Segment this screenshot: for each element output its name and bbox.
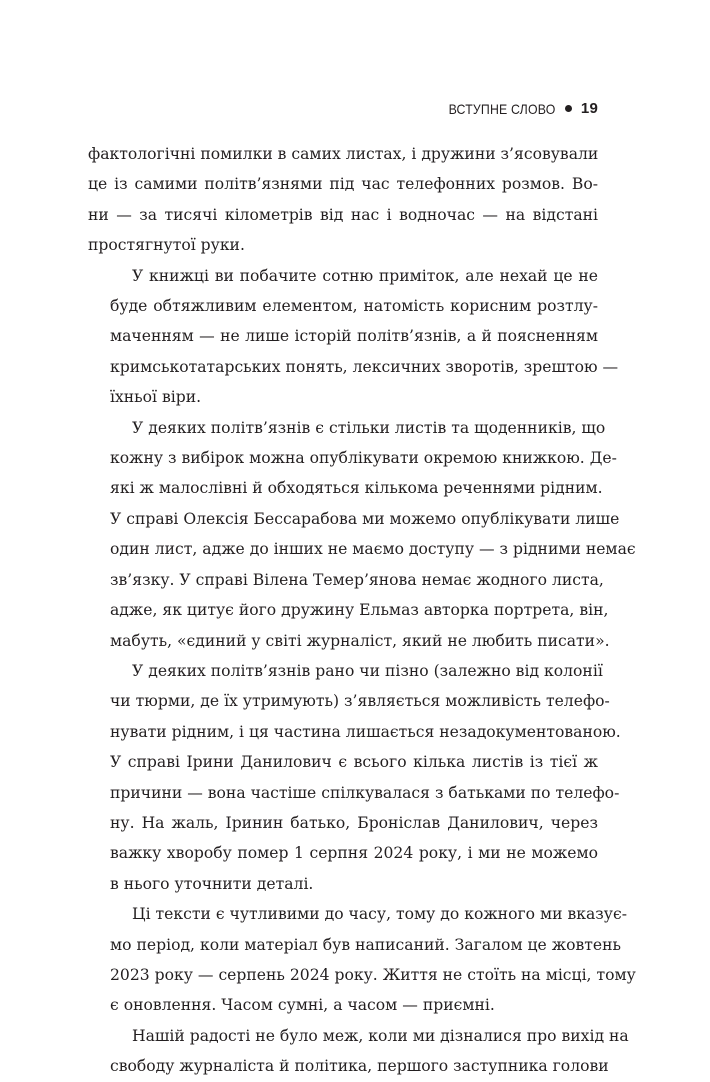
paragraph xyxy=(88,139,598,261)
text-line: мо період, коли матеріал був написаний. Загалом це жовтень xyxy=(110,935,621,954)
page-number: 19 xyxy=(580,100,598,117)
text-line: важку хворобу помер 1 серпня 2024 року, і ми не можемо xyxy=(110,844,598,863)
text-line: в нього уточнити деталі. xyxy=(110,874,314,893)
text-line: простягнутої руки. xyxy=(88,236,245,255)
text-line: ну. На жаль, Іринин батько, Броніслав Данилович, через xyxy=(110,813,598,832)
text-line: мабуть, «єдиний у світі журналіст, який не любить писати». xyxy=(110,631,610,650)
running-header xyxy=(434,100,598,117)
text-line: кримськотатарських понять, лексичних зворотів, зрештою — xyxy=(110,357,619,376)
chapter-title: ВСТУПНЕ СЛОВО xyxy=(449,100,556,117)
text-line: один лист, адже до інших не маємо доступу — з рідними немає xyxy=(110,540,636,559)
text-line: 2023 року — серпень 2024 року. Життя не стоїть на місці, тому xyxy=(110,965,636,984)
text-line: їхньої віри. xyxy=(110,388,202,407)
text-line: У книжці ви побачите сотню приміток, але нехай це не xyxy=(132,266,598,285)
text-line: У справі Ірини Данилович є всього кілька листів із тієї ж xyxy=(110,753,598,772)
text-line: це із самими політв’язнями під час телефонних розмов. Во- xyxy=(88,175,598,194)
text-line: У деяких політв’язнів є стільки листів та щоденників, що xyxy=(132,418,606,437)
text-line: кожну з вибірок можна опублікувати окремою книжкою. Де- xyxy=(110,449,617,468)
paragraph xyxy=(88,1021,629,1082)
text-line: чи тюрми, де їх утримують) з’являється можливість телефо- xyxy=(110,692,610,711)
text-line: буде обтяжливим елементом, натомість корисним розтлу- xyxy=(110,297,598,316)
text-line: адже, як цитує його дружину Ельмаз авторка портрета, він, xyxy=(110,601,609,620)
text-line: зв’язку. У справі Вілена Темер’янова немає жодного листа, xyxy=(110,570,604,589)
text-line: Ці тексти є чутливими до часу, тому до кожного ми вказує- xyxy=(132,905,627,924)
text-line: ни — за тисячі кілометрів від нас і водночас — на відстані xyxy=(88,205,598,224)
text-line: є оновлення. Часом сумні, а часом — приємні. xyxy=(110,996,495,1015)
paragraph xyxy=(88,899,636,1021)
text-line: фактологічні помилки в самих листах, і дружини з’ясовували xyxy=(88,145,599,163)
text-line: нувати рідним, і ця частина лишається незадокументованою. xyxy=(110,722,621,741)
text-line: свободу журналіста й політика, першого заступника голови xyxy=(110,1057,609,1076)
text-line: які ж малослівні й обходяться кількома реченнями рідним. xyxy=(110,479,603,498)
text-line: маченням — не лише історій політв’язнів, а й поясненням xyxy=(110,327,598,346)
body-text xyxy=(88,139,636,1082)
text-line: причини — вона частіше спілкувалася з батьками по телефо- xyxy=(110,783,620,802)
paragraph xyxy=(88,261,619,413)
text-line: У справі Олексія Бессарабова ми можемо опублікувати лише xyxy=(110,509,620,528)
paragraph xyxy=(88,656,621,899)
bullet-separator-icon xyxy=(565,105,572,112)
paragraph xyxy=(88,413,636,656)
text-line: Нашій радості не було меж, коли ми дізналися про вихід на xyxy=(132,1026,629,1045)
text-line: У деяких політв’язнів рано чи пізно (залежно від колонії xyxy=(132,661,603,680)
